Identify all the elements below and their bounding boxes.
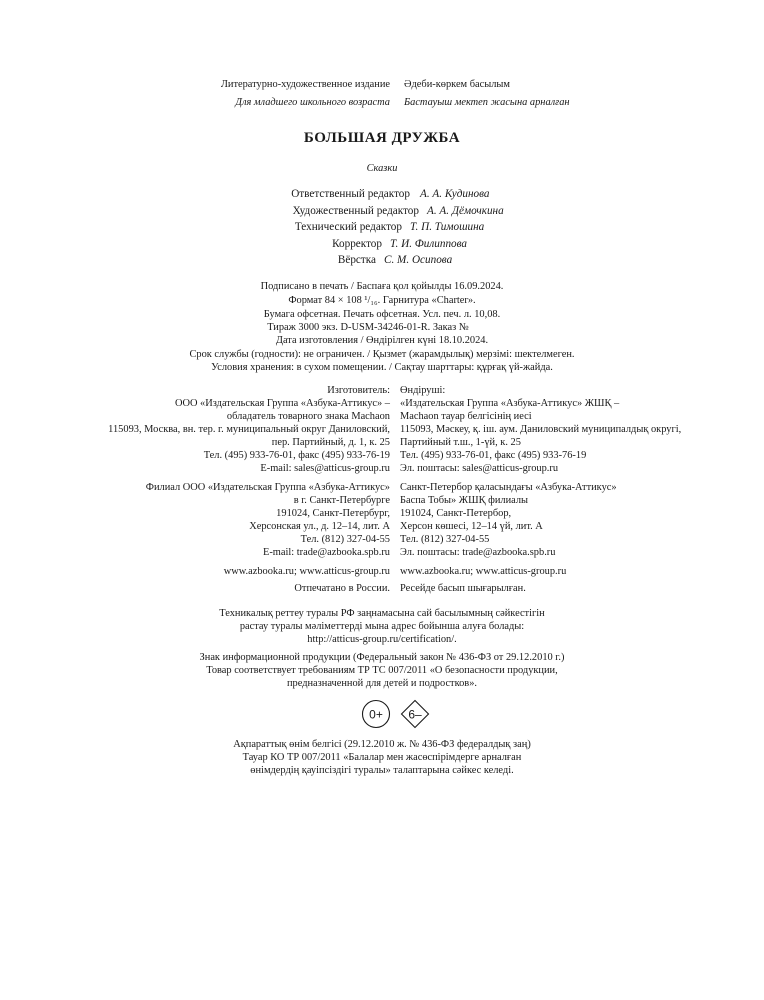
print-info-line: Формат 84 × 108 ¹/₁₆. Гарнитура «Charter». xyxy=(288,295,476,306)
credit-role: Технический редактор xyxy=(294,221,402,233)
print-info-line: Бумага офсетная. Печать офсетная. Усл. печ. л. 10,08. xyxy=(263,309,501,320)
printed-in-ru: Отпечатано в России. xyxy=(294,583,390,594)
info-mark-kz-line: өнімдердің қауіпсіздігі туралы» талаптарына сәйкес келеді. xyxy=(250,765,514,776)
print-info-line: Тираж 3000 экз. D-USM-34246-01-R. Заказ № xyxy=(267,322,469,333)
edition-type-kz: Әдеби-көркем басылым xyxy=(404,79,510,90)
age-diamond-label: 6– xyxy=(408,707,422,722)
branch-ru-line: 191024, Санкт-Петербург, xyxy=(276,508,390,519)
branch-kz-line: Эл. поштасы: trade@azbooka.spb.ru xyxy=(400,547,556,558)
info-mark-kz-line: Тауар КО ТР 007/2011 «Балалар мен жасөспірімдерге арналған xyxy=(242,752,522,763)
age-rating-badges-svg xyxy=(361,699,435,729)
info-mark-ru-line: предназначенной для детей и подростков». xyxy=(286,678,478,689)
credit-name: Т. П. Тимошина xyxy=(410,221,485,233)
print-info-line: Дата изготовления / Өндірілген күні 18.10.2024. xyxy=(275,335,489,346)
manufacturer-ru-line: E-mail: sales@atticus-group.ru xyxy=(260,463,390,474)
info-mark-kz-line: Ақпараттық өнім белгісі (29.12.2010 ж. № 436-ФЗ федералдық заң) xyxy=(233,739,531,750)
regulation-line: Техникалық реттеу туралы РФ заңнамасына сай басылымның сәйкестігін xyxy=(219,608,545,619)
printed-in-kz: Ресейде басып шығарылған. xyxy=(400,583,526,594)
branch-kz-line: Херсон көшесі, 12–14 үй, лит. А xyxy=(400,521,543,532)
manufacturer-kz-line: 115093, Мәскеу, қ. іш. аум. Даниловский муниципалдық округі, xyxy=(400,424,682,435)
credit-role: Художественный редактор xyxy=(292,205,419,217)
manufacturer-kz-line: Эл. поштасы: sales@atticus-group.ru xyxy=(400,463,559,474)
branch-kz-line: Санкт-Петербор қаласындағы «Азбука-Аттикус» xyxy=(400,482,617,493)
manufacturer-kz-line: Өндіруші: xyxy=(400,385,446,396)
credit-name: А. А. Дёмочкина xyxy=(427,205,504,217)
book-title: БОЛЬШАЯ ДРУЖБА xyxy=(303,130,461,146)
regulation-line: растау туралы мәліметтерді мына адрес бойынша алуға болады: xyxy=(239,621,525,632)
credit-name: С. М. Осипова xyxy=(384,254,453,266)
manufacturer-ru-line: Тел. (495) 933-76-01, факс (495) 933-76-19 xyxy=(203,450,390,461)
branch-kz-line: 191024, Санкт-Петербор, xyxy=(400,508,512,519)
manufacturer-ru-line: ООО «Издательская Группа «Азбука-Аттикус» – xyxy=(174,398,390,409)
branch-ru-line: Херсонская ул., д. 12–14, лит. А xyxy=(249,521,390,532)
branch-kz-line: Тел. (812) 327-04-55 xyxy=(400,534,490,545)
branch-ru-line: в г. Санкт-Петербурге xyxy=(293,495,390,506)
manufacturer-ru-line: обладатель товарного знака Machaon xyxy=(226,411,390,422)
manufacturer-ru-line: пер. Партийный, д. 1, к. 25 xyxy=(271,437,390,448)
manufacturer-kz-line: Machaon тауар белгісінің иесі xyxy=(400,411,532,422)
print-info-line: Срок службы (годности): не ограничен. / Қызмет (жарамдылық) мерзімі: шектелмеген. xyxy=(189,349,575,360)
age-group-ru: Для младшего школьного возраста xyxy=(235,97,390,108)
manufacturer-kz-line: Тел. (495) 933-76-01, факс (495) 933-76-19 xyxy=(400,450,587,461)
info-mark-ru-line: Товар соответствует требованиям ТР ТС 007/2011 «О безопасности продукции, xyxy=(206,665,558,676)
edition-type-ru: Литературно-художественное издание xyxy=(220,79,390,90)
website-link-kz[interactable]: www.azbooka.ru; www.atticus-group.ru xyxy=(400,566,567,577)
manufacturer-ru-line: 115093, Москва, вн. тер. г. муниципальный округ Даниловский, xyxy=(108,424,390,435)
manufacturer-kz-line: Партийный т.ш., 1-үй, к. 25 xyxy=(400,437,521,448)
branch-ru-line: E-mail: trade@azbooka.spb.ru xyxy=(263,547,390,558)
info-mark-ru-line: Знак информационной продукции (Федеральный закон № 436-ФЗ от 29.12.2010 г.) xyxy=(199,652,565,663)
age-rating-badges xyxy=(361,699,435,729)
age-circle-label: 0+ xyxy=(369,707,383,722)
credit-name: А. А. Кудинова xyxy=(420,188,490,200)
credit-name: Т. И. Филиппова xyxy=(390,238,468,250)
certification-link[interactable]: http://atticus-group.ru/certification/. xyxy=(307,634,457,645)
branch-kz-line: Баспа Тобы» ЖШҚ филиалы xyxy=(400,495,529,506)
website-link-ru[interactable]: www.azbooka.ru; www.atticus-group.ru xyxy=(223,566,390,577)
print-info-line: Условия хранения: в сухом помещении. / Сақтау шарттары: құрғақ үй-жайда. xyxy=(211,362,553,373)
branch-ru-line: Филиал ООО «Издательская Группа «Азбука-Аттикус» xyxy=(145,482,390,493)
book-subtitle: Сказки xyxy=(366,163,398,174)
branch-ru-line: Тел. (812) 327-04-55 xyxy=(300,534,390,545)
print-info-line: Подписано в печать / Баспаға қол қойылды 16.09.2024. xyxy=(260,281,504,292)
credit-role: Корректор xyxy=(332,238,382,250)
credit-role: Ответственный редактор xyxy=(291,188,410,200)
credit-role: Вёрстка xyxy=(337,254,376,266)
manufacturer-kz-line: «Издательская Группа «Азбука-Аттикус» ЖШҚ – xyxy=(400,398,620,409)
manufacturer-ru-line: Изготовитель: xyxy=(327,385,390,396)
age-group-kz: Бастауыш мектеп жасына арналған xyxy=(404,97,570,108)
